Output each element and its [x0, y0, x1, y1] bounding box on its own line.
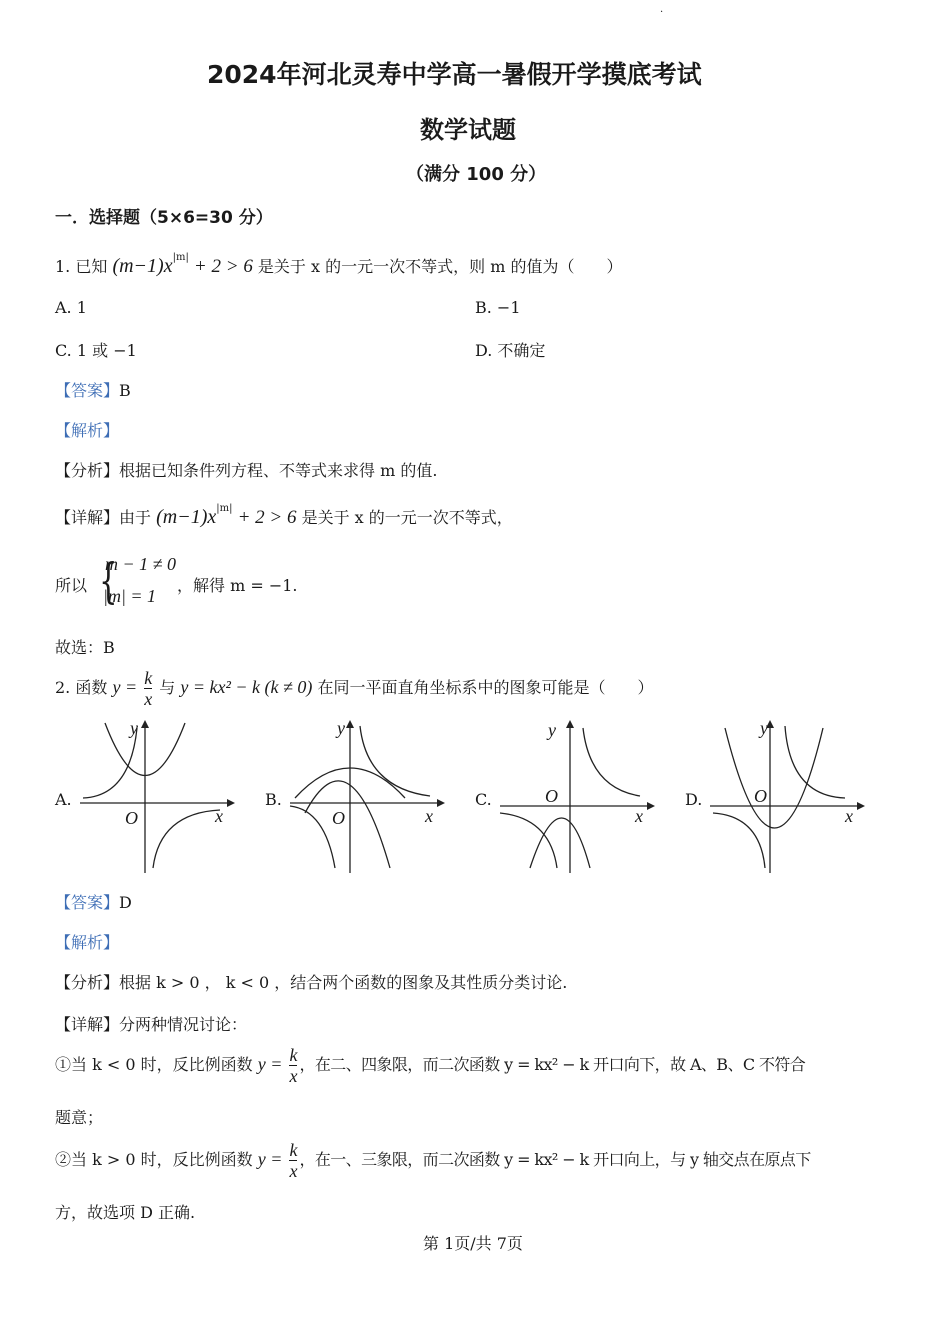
- q2-case1-frac-den: x: [289, 1066, 298, 1086]
- q2-fenxi-text: 根据 k > 0 ， k < 0 ，结合两个函数的图象及其性质分类讨论.: [119, 973, 568, 992]
- q1-answer-value: B: [119, 381, 131, 400]
- q1-expression: (m−1)x: [112, 255, 173, 277]
- q2-text: 在同一平面直角坐标系中的图象可能是（ ）: [317, 678, 654, 697]
- q1-system-eq-2: |m| = 1: [103, 586, 157, 606]
- q2-case-2: [55, 1140, 811, 1181]
- full-score: （满分 100 分）: [406, 164, 547, 185]
- q1-jiede: ，解得 m = −1.: [177, 576, 298, 595]
- q1-option-c[interactable]: C. 1 或 −1: [55, 341, 137, 360]
- graph-a-option[interactable]: A.: [55, 790, 72, 809]
- q1-option-a[interactable]: A. 1: [55, 298, 87, 317]
- graph-d-y-label: y: [760, 718, 768, 738]
- q2-number: 2. 函数: [55, 678, 108, 697]
- q1-exponent: |m|: [172, 251, 189, 263]
- q2-case2-fraction: [289, 1140, 297, 1181]
- q2-answer-value: D: [119, 893, 132, 912]
- q2-case2-mid: ，在一、三象限，而二次函数 y = kx² − k 开口向上，与 y 轴交点在原点下: [299, 1150, 811, 1169]
- q2-case2-frac-den: x: [289, 1161, 298, 1181]
- graph-d-origin: O: [754, 786, 767, 806]
- graph-d-option[interactable]: D.: [685, 790, 703, 809]
- q1-fenxi: [55, 458, 437, 481]
- q2-case2-pre: ②当 k > 0 时，反比例函数: [55, 1150, 253, 1169]
- q1-xiangjie: [55, 502, 513, 529]
- q2-case1-end: 题意；: [55, 1108, 104, 1127]
- q2-xiangjie-text: 分两种情况讨论：: [119, 1015, 248, 1034]
- graph-a-x-label: x: [215, 806, 223, 826]
- q1-xiangjie-text: 是关于 x 的一元一次不等式，: [301, 508, 513, 527]
- section-heading: 一．选择题（5×6=30 分）: [55, 208, 273, 228]
- header-dot: .: [660, 4, 664, 15]
- graph-a-origin: O: [125, 808, 138, 828]
- graph-a-y-label: y: [130, 718, 138, 738]
- q2-xiangjie: [55, 1012, 247, 1035]
- q1-answer: [55, 378, 131, 401]
- graph-c-x-label: x: [635, 806, 643, 826]
- q2-func2: y = kx² − k (k ≠ 0): [180, 677, 313, 697]
- graph-d-x-label: x: [845, 806, 853, 826]
- q1-expression-tail: + 2 > 6: [193, 256, 253, 277]
- q2-fenxi-label: 【分析】: [55, 973, 120, 992]
- page-footer: 第 1页/共 7页: [423, 1234, 523, 1253]
- q2-fraction-den: x: [144, 689, 153, 709]
- q1-fenxi-text: 根据已知条件列方程、不等式来求得 m 的值.: [119, 461, 438, 480]
- q1-xiangjie-label: 【详解】: [55, 508, 120, 527]
- q2-case1-mid: ，在二、四象限，而二次函数 y = kx² − k 开口向下，故 A、B、C 不符合: [299, 1055, 806, 1074]
- q2-case-1: [55, 1045, 805, 1086]
- q2-xiangjie-label: 【详解】: [55, 1015, 120, 1034]
- q2-case1-pre: ①当 k < 0 时，反比例函数: [55, 1055, 253, 1074]
- q1-fenxi-label: 【分析】: [55, 461, 120, 480]
- system-brace: {: [99, 553, 118, 609]
- q2-case2-end: 方，故选项 D 正确.: [55, 1203, 196, 1222]
- q2-case1-frac-num: k: [289, 1045, 298, 1065]
- graph-c-y-label: y: [548, 720, 556, 740]
- q1-text: 是关于 x 的一元一次不等式，则 m 的值为（ ）: [257, 257, 623, 276]
- q1-xiangjie-expression: (m−1)x: [156, 506, 217, 528]
- graph-c: [495, 718, 655, 878]
- q2-analysis-label: 【解析】: [55, 933, 120, 952]
- q1-guxuan: 故选：B: [55, 638, 115, 657]
- q2-answer-label: 【答案】: [55, 893, 120, 912]
- q1-system-line-1: [105, 554, 176, 575]
- q2-fraction: [144, 668, 152, 709]
- graph-b-origin: O: [332, 808, 345, 828]
- q1-xiangjie-exponent: |m|: [216, 502, 233, 514]
- q1-option-b[interactable]: B. −1: [475, 298, 521, 317]
- graph-b-option[interactable]: B.: [265, 790, 282, 809]
- q1-suoyi: 所以: [55, 576, 88, 595]
- graph-c-option[interactable]: C.: [475, 790, 492, 809]
- graph-c-origin: O: [545, 786, 558, 806]
- q2-fenxi: [55, 970, 567, 993]
- q2-yu: 与: [159, 678, 176, 697]
- graph-d: [705, 718, 865, 878]
- question-2-stem: [55, 668, 654, 709]
- graph-a: [75, 718, 235, 878]
- q2-case2-y-eq: y =: [257, 1149, 283, 1169]
- q2-y-eq: y =: [112, 677, 138, 697]
- question-1-stem: [55, 251, 623, 278]
- q1-xiangjie-tail: + 2 > 6: [237, 507, 297, 528]
- q2-fraction-num: k: [144, 668, 153, 688]
- graph-b-y-label: y: [337, 718, 345, 738]
- q2-case2-frac-num: k: [289, 1140, 298, 1160]
- q1-xiangjie-pre: 由于: [119, 508, 152, 527]
- q2-case1-y-eq: y =: [257, 1054, 283, 1074]
- q1-answer-label: 【答案】: [55, 381, 120, 400]
- q1-analysis-label: 【解析】: [55, 421, 120, 440]
- q1-system-line-2: [103, 586, 156, 607]
- exam-title: 2024年河北灵寿中学高一暑假开学摸底考试: [207, 60, 702, 89]
- q1-option-d[interactable]: D. 不确定: [475, 341, 546, 360]
- q2-answer: [55, 890, 132, 913]
- exam-subtitle: 数学试题: [420, 116, 516, 144]
- graph-b-x-label: x: [425, 806, 433, 826]
- q1-system-eq-1: m − 1 ≠ 0: [105, 554, 177, 574]
- graph-b: [285, 718, 445, 878]
- q2-case1-fraction: [289, 1045, 297, 1086]
- q1-number: 1. 已知: [55, 257, 108, 276]
